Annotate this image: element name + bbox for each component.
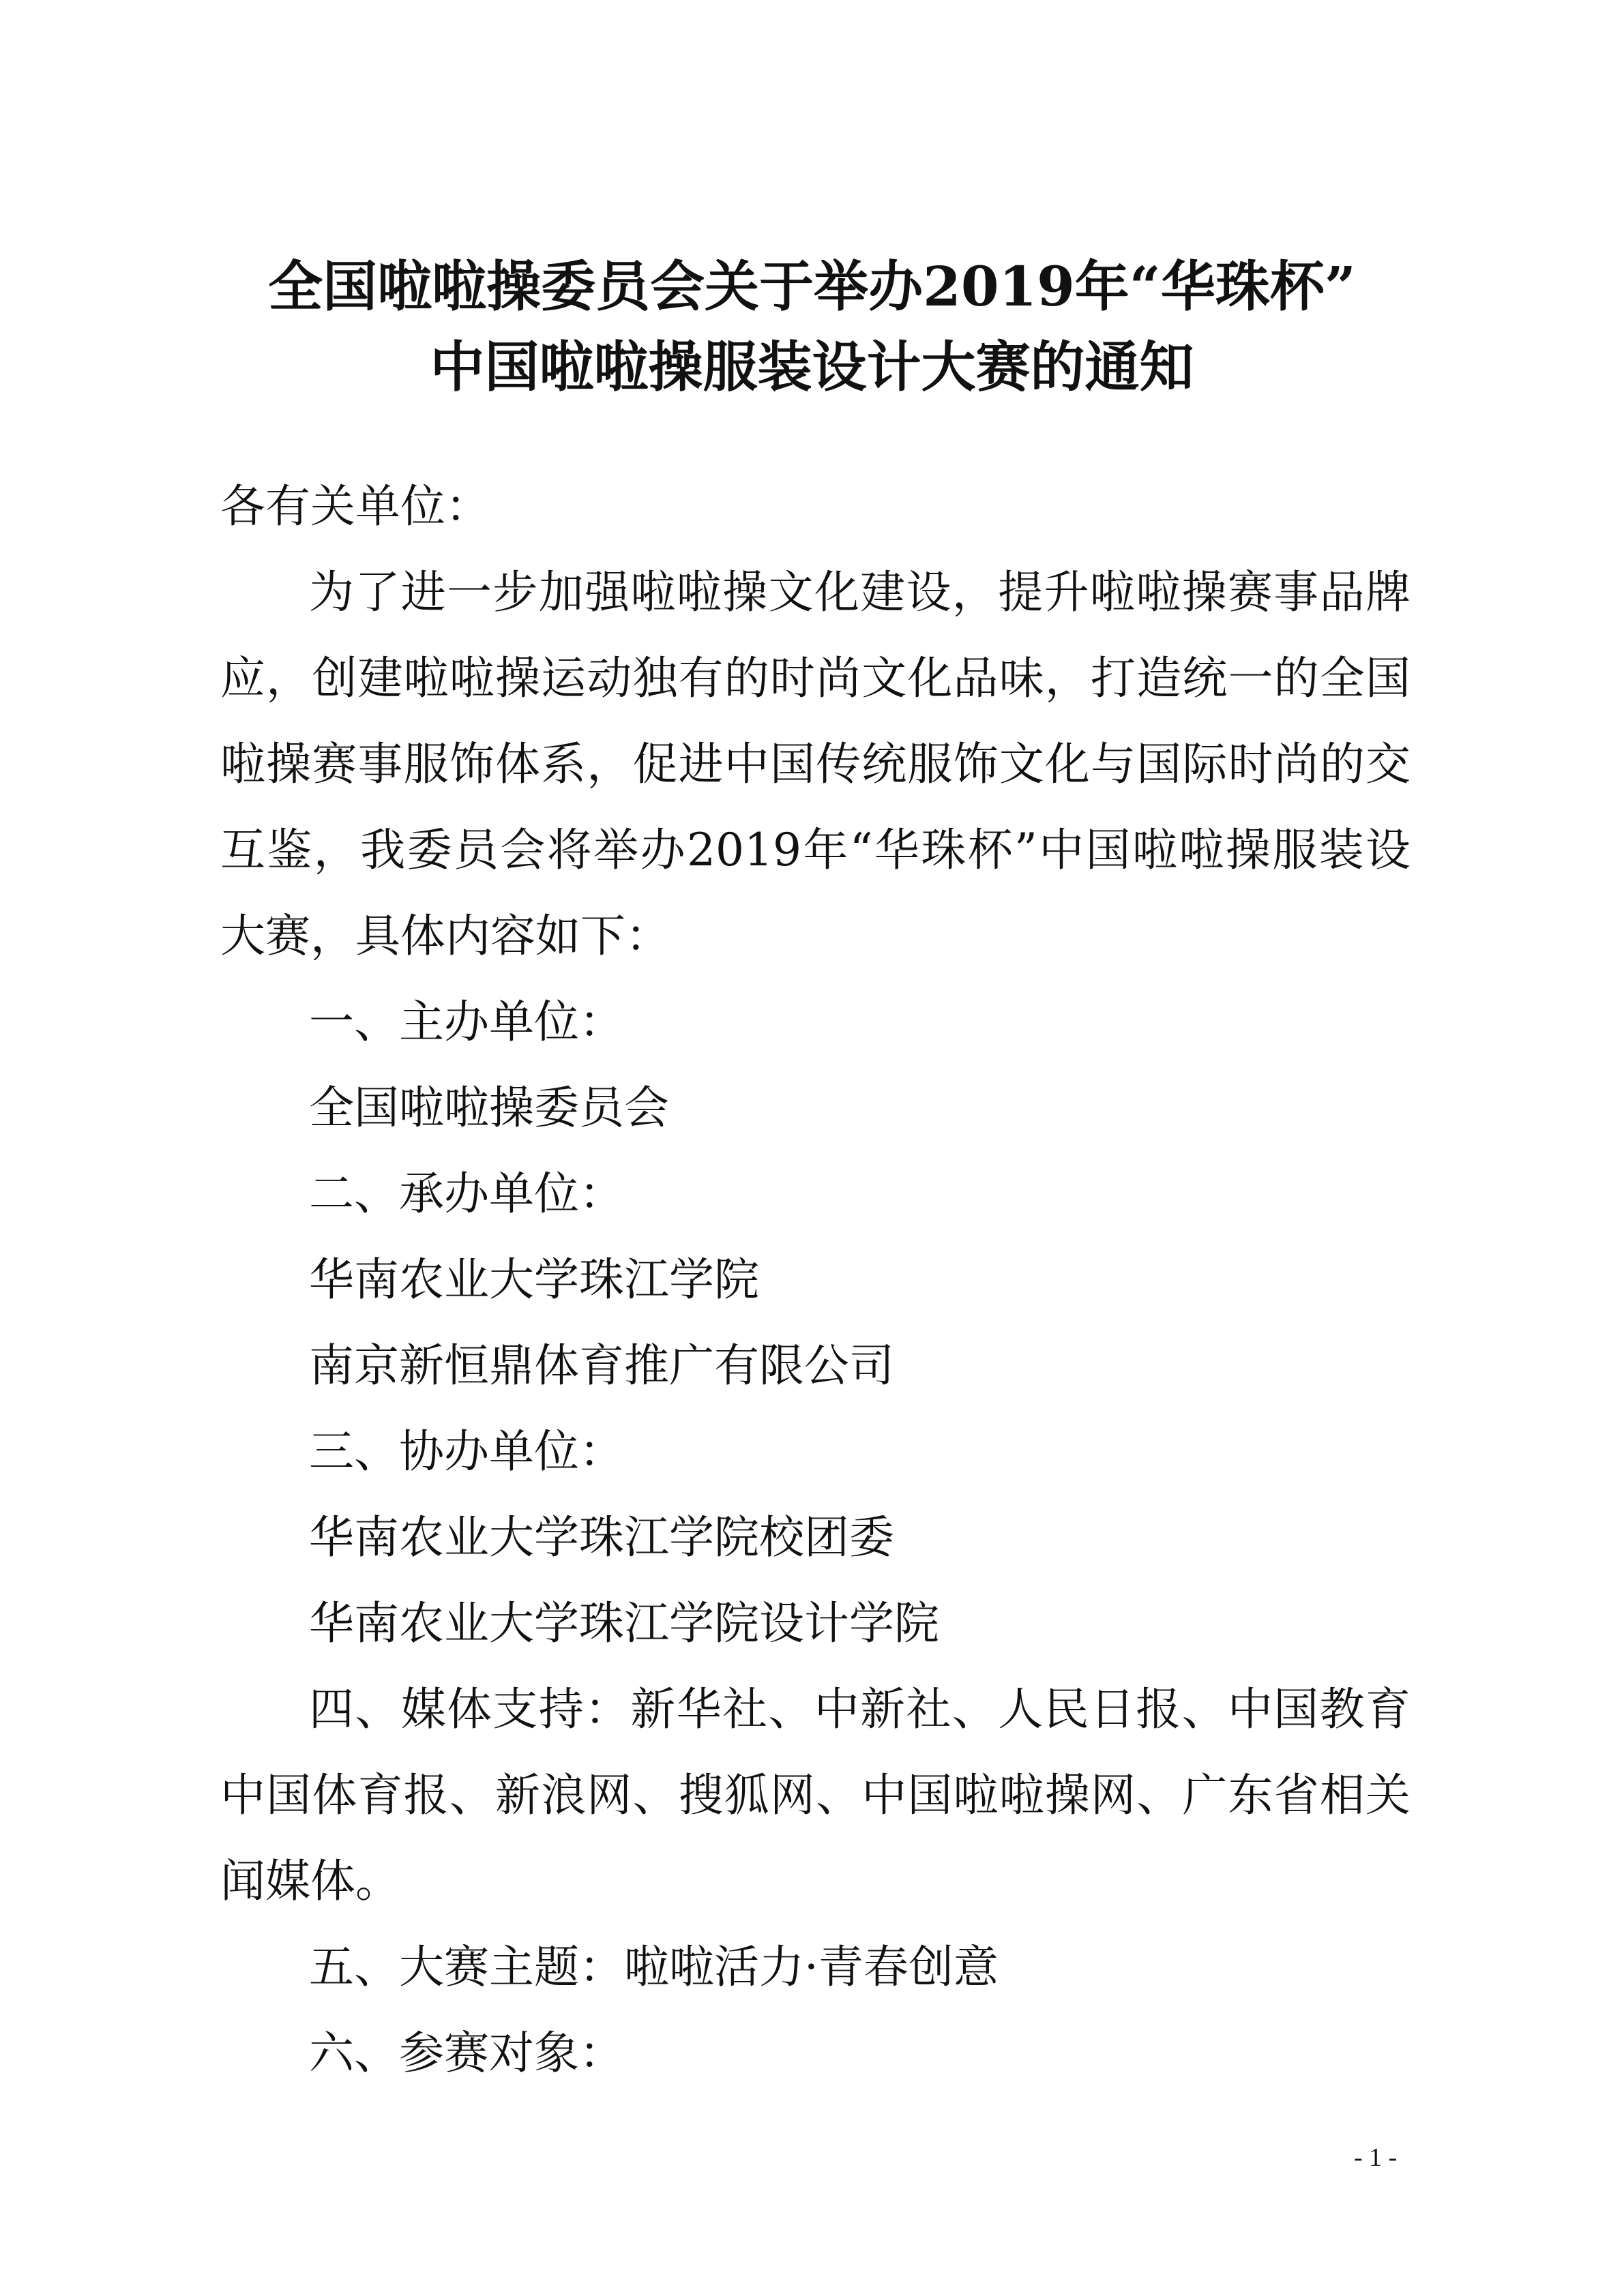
coorganizer-name-2: 华南农业大学珠江学院设计学院 — [309, 1597, 939, 1650]
host-name-1: 华南农业大学珠江学院 — [309, 1253, 759, 1306]
organizer-name: 全国啦啦操委员会 — [309, 1082, 669, 1134]
theme-line: 五、大赛主题：啦啦活力·青春创意 — [309, 1941, 999, 1993]
title-line-1: 全国啦啦操委员会关于举办2019年“华珠杯” — [268, 254, 1356, 318]
host-name-2: 南京新恒鼎体育推广有限公司 — [309, 1339, 894, 1392]
coorganizer-heading: 三、协办单位： — [309, 1425, 624, 1478]
intro-line-3: 啦操赛事服饰体系，促进中国传统服饰文化与国际时尚的交 — [220, 738, 1411, 790]
host-heading: 二、承办单位： — [309, 1167, 624, 1220]
media-line-2: 中国体育报、新浪网、搜狐网、中国啦啦操网、广东省相关 — [220, 1769, 1411, 1821]
media-line-3: 闻媒体。 — [220, 1855, 400, 1907]
intro-line-5: 大赛，具体内容如下： — [220, 910, 670, 962]
media-line-1: 四、媒体支持：新华社、中新社、人民日报、中国教育 — [309, 1683, 1411, 1735]
participants-heading: 六、参赛对象： — [309, 2027, 624, 2079]
intro-line-1: 为了进一步加强啦啦操文化建设，提升啦啦操赛事品牌 — [309, 566, 1411, 618]
coorganizer-name-1: 华南农业大学珠江学院校团委 — [309, 1511, 894, 1564]
organizer-heading: 一、主办单位： — [309, 996, 624, 1048]
title-line-2: 中国啦啦操服装设计大赛的通知 — [430, 335, 1194, 399]
page-number: - 1 - — [1354, 2143, 1398, 2172]
intro-line-4: 互鉴，我委员会将举办2019年“华珠杯”中国啦啦操服装设 — [220, 824, 1411, 876]
intro-line-2: 应，创建啦啦操运动独有的时尚文化品味，打造统一的全国 — [220, 652, 1411, 704]
salutation: 各有关单位： — [220, 480, 490, 533]
